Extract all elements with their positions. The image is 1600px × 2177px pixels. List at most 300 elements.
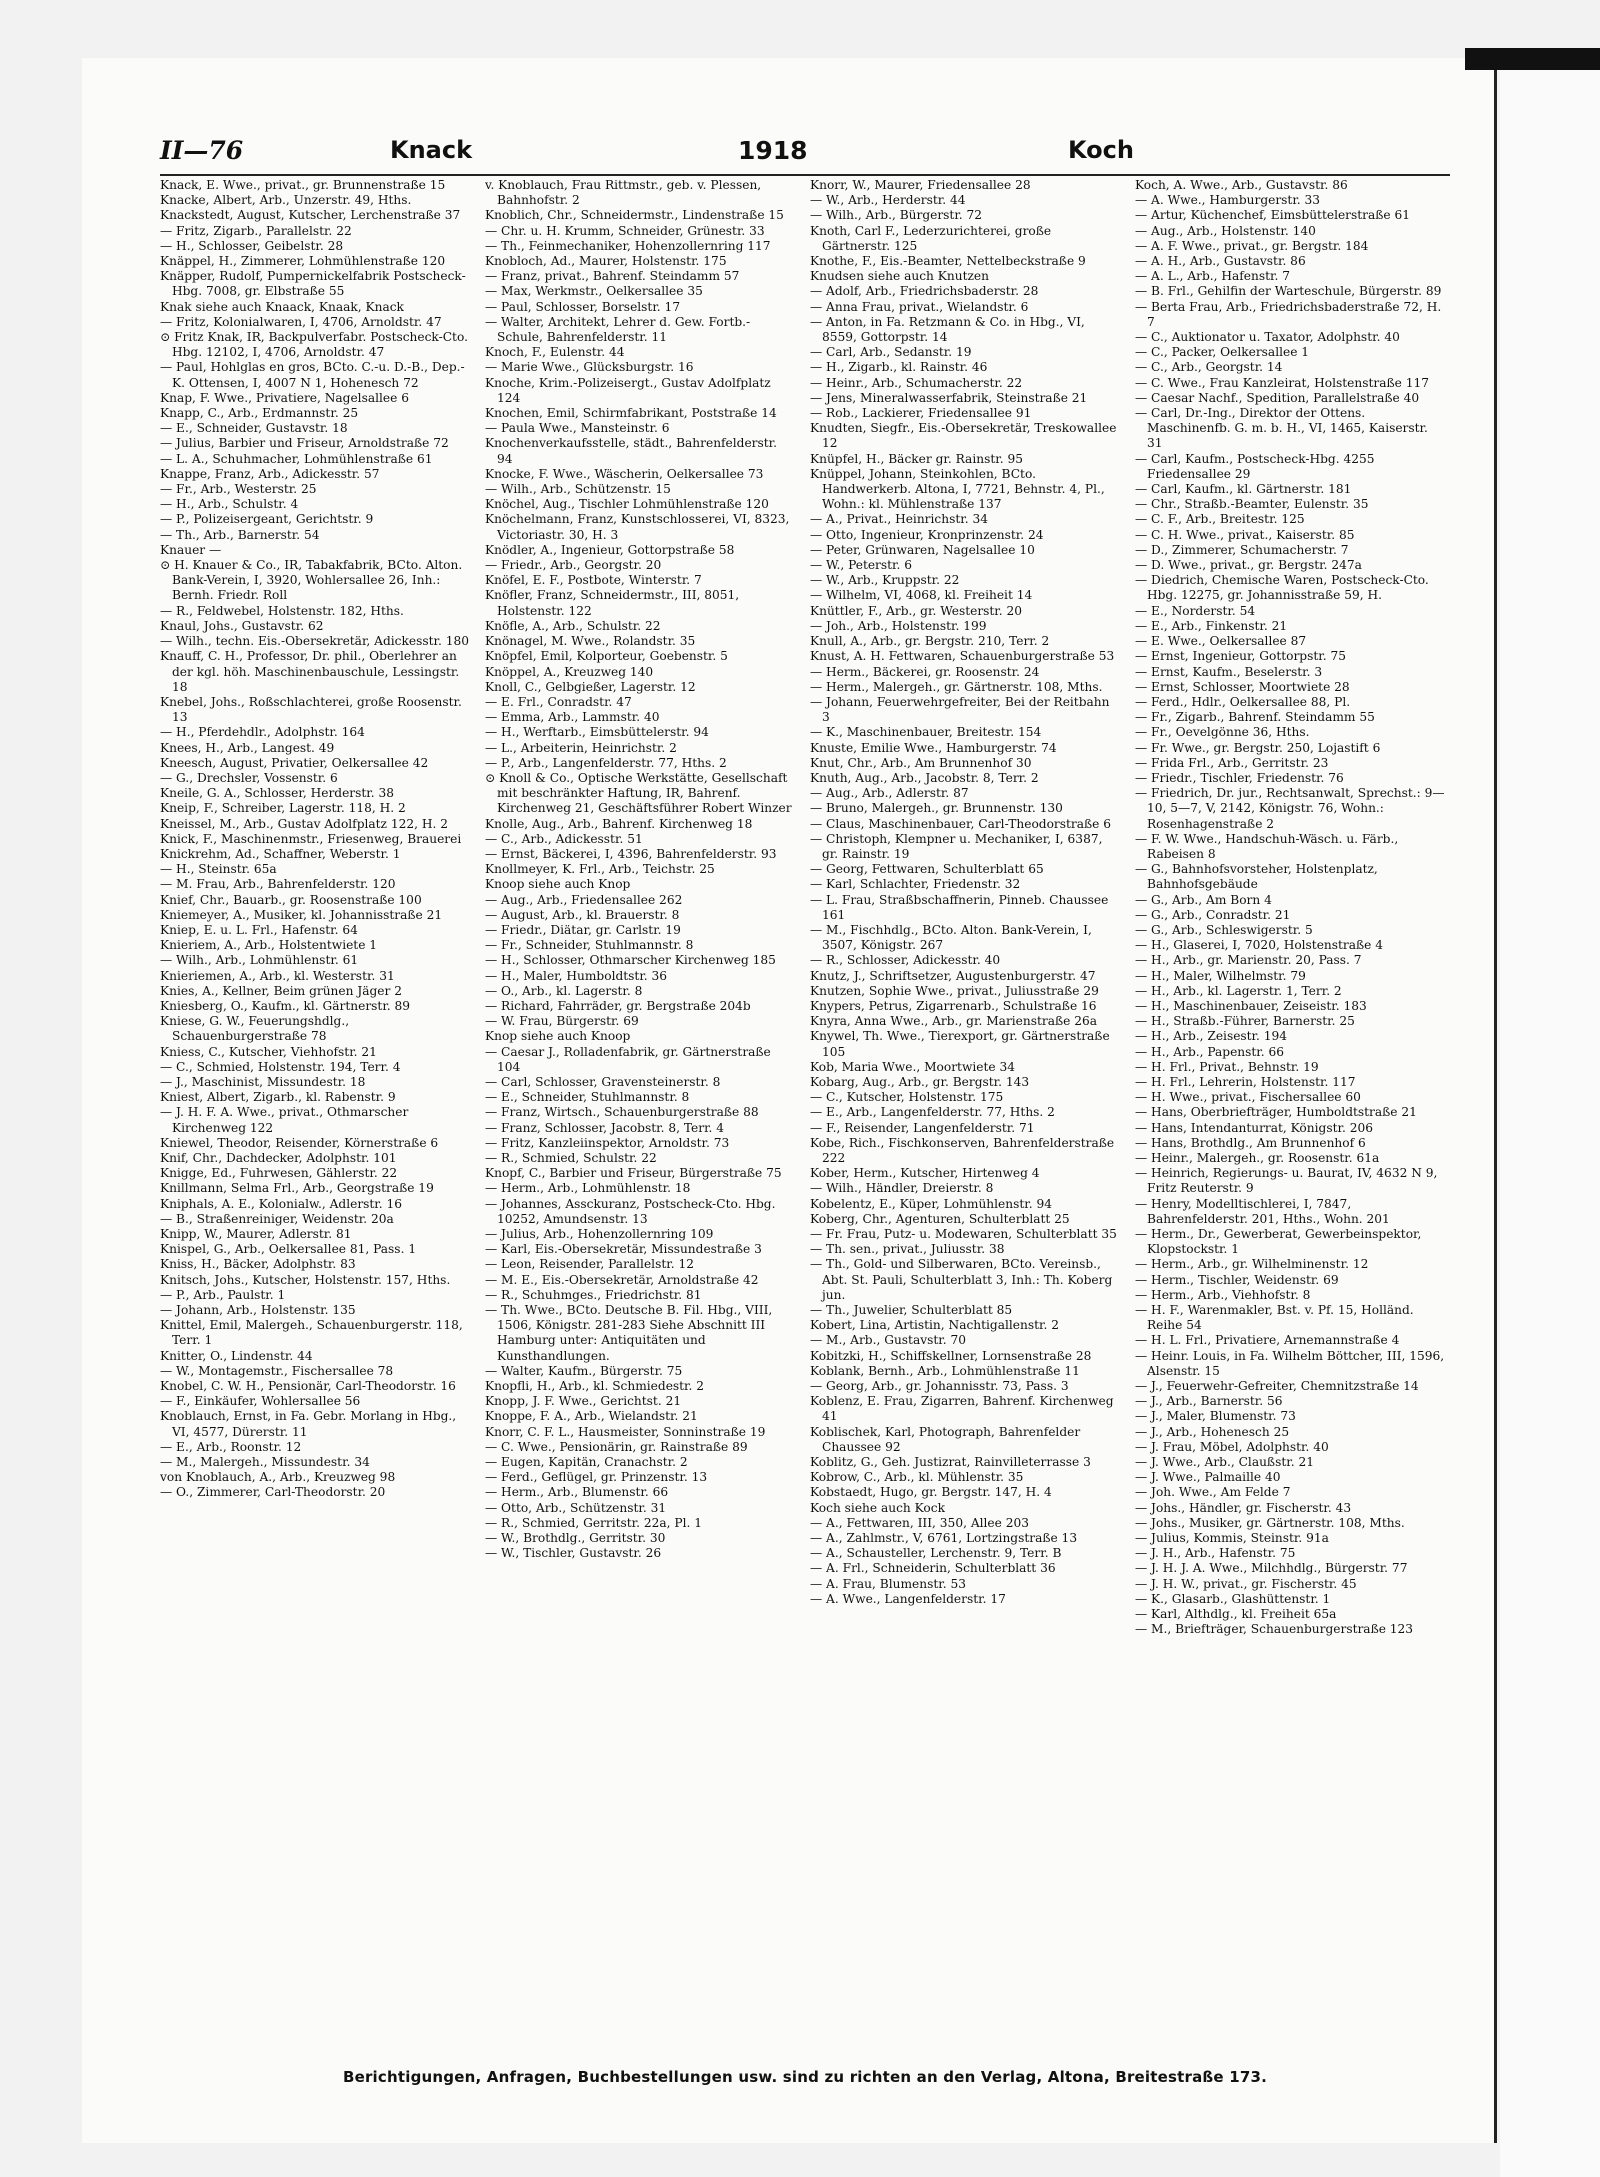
directory-entry: Knies, A., Kellner, Beim grünen Jäger 2 [160,983,402,998]
directory-entry: — Carl, Kaufm., kl. Gärtnerstr. 181 [1135,482,1352,497]
directory-entry: — Fritz, Zigarb., Parallelstr. 22 [160,223,352,238]
directory-entry: Koblank, Bernh., Arb., Lohmühlenstraße 11 [810,1363,1080,1378]
directory-entry: — Th., Feinmechaniker, Hohenzollernring 117 [485,238,771,253]
directory-entry: — Henry, Modelltischlerei, I, 7847, Bahrenfelderstr. 201, Hths., Wohn. 201 [1135,1196,1390,1226]
directory-entry: — H., Pferdehdlr., Adolphstr. 164 [160,725,365,740]
directory-entry: — H., Werftarb., Eimsbüttelerstr. 94 [485,725,709,740]
directory-entry: — Otto, Arb., Schützenstr. 31 [485,1500,667,1515]
directory-entry: — Julius, Kommis, Steinstr. 91a [1135,1531,1329,1546]
directory-entry: — H., Arb., Schulstr. 4 [160,497,299,512]
directory-entry: — Joh., Arb., Holstenstr. 199 [810,618,987,633]
directory-entry: — O., Arb., kl. Lagerstr. 8 [485,983,643,998]
directory-entry: — Karl, Eis.-Obersekretär, Missundestraße 3 [485,1242,762,1257]
directory-entry: — A., Schausteller, Lerchenstr. 9, Terr. B [810,1546,1062,1561]
directory-entry: — Anton, in Fa. Retzmann & Co. in Hbg., VI, 8559, Gottorpstr. 14 [810,314,1085,345]
directory-entry: — M. Frau, Arb., Bahrenfelderstr. 120 [160,877,396,892]
directory-entry: — Adolf, Arb., Friedrichsbaderstr. 28 [810,284,1039,299]
directory-entry: Kneip, F., Schreiber, Lagerstr. 118, H. 2 [160,801,406,816]
column-4 [1135,178,1445,2055]
directory-entry: — E., Schneider, Stuhlmannstr. 8 [485,1090,690,1105]
directory-entry: — W., Arb., Herderstr. 44 [810,193,966,208]
directory-entry: Knolle, Aug., Arb., Bahrenf. Kirchenweg 18 [485,816,753,831]
directory-entry: — Bruno, Malergeh., gr. Brunnenstr. 130 [810,801,1063,816]
directory-entry: — Fr., Arb., Westerstr. 25 [160,482,317,497]
directory-entry: — P., Arb., Langenfelderstr. 77, Hths. 2 [485,755,727,770]
directory-entry: Knüppel, Johann, Steinkohlen, BCto. Handwerkerb. Altona, I, 7721, Behnstr. 4, Pl., Wohn.: kl. Mühlenstraße 137 [810,466,1105,512]
directory-entry: Kneesch, August, Privatier, Oelkersallee 42 [160,755,429,770]
directory-entry: — C. Wwe., Pensionärin, gr. Rainstraße 89 [485,1439,748,1454]
directory-entry: Koblitz, G., Geh. Justizrat, Rainvilleterrasse 3 [810,1455,1091,1470]
directory-entry: — A., Fettwaren, III, 350, Allee 203 [810,1515,1029,1530]
directory-entry: — W. Frau, Bürgerstr. 69 [485,1014,639,1029]
directory-entry: — Johs., Musiker, gr. Gärtnerstr. 108, Mths. [1135,1515,1405,1530]
directory-entry: — C., Arb., Adickesstr. 51 [485,831,643,846]
directory-entry: — Diedrich, Chemische Waren, Postscheck-Cto. Hbg. 12275, gr. Johannisstraße 59, H. [1135,573,1429,603]
directory-entry: Knack, E. Wwe., privat., gr. Brunnenstraße 15 [160,178,446,192]
directory-entry: — Heinrich, Regierungs- u. Baurat, IV, 4632 N 9, Fritz Reuterstr. 9 [1135,1166,1438,1196]
directory-entry: — Friedr., Arb., Georgstr. 20 [485,558,662,573]
directory-entry: — Wilhelm, VI, 4068, kl. Freiheit 14 [810,588,1033,603]
directory-entry: — Ernst, Kaufm., Beselerstr. 3 [1135,664,1323,679]
directory-entry: — C., Packer, Oelkersallee 1 [1135,345,1310,360]
directory-entry: — Leon, Reisender, Parallelstr. 12 [485,1257,694,1272]
directory-entry: — Franz, Schlosser, Jacobstr. 8, Terr. 4 [485,1120,725,1135]
directory-entry: — Anna Frau, privat., Wielandstr. 6 [810,299,1029,314]
directory-entry: — Caesar Nachf., Spedition, Parallelstraße 40 [1135,390,1420,405]
directory-entry: — Georg, Fettwaren, Schulterblatt 65 [810,862,1044,877]
directory-entry: — Heinr., Arb., Schumacherstr. 22 [810,375,1023,390]
directory-entry: — E., Arb., Finkenstr. 21 [1135,618,1288,633]
directory-entry: — Fr., Oevelgönne 36, Hths. [1135,725,1310,740]
directory-entry: — Karl, Althdlg., kl. Freiheit 65a [1135,1607,1337,1622]
directory-entry: ⊙ Fritz Knak, IR, Backpulverfabr. Postscheck-Cto. Hbg. 12102, I, 4706, Arnoldstr. 47 [160,330,468,360]
directory-entry: — Johann, Arb., Holstenstr. 135 [160,1303,356,1318]
directory-entry: — Th., Juwelier, Schulterblatt 85 [810,1303,1013,1318]
directory-entry: — P., Arb., Paulstr. 1 [160,1287,286,1302]
directory-entry: — E. Wwe., Oelkersallee 87 [1135,634,1307,649]
directory-entry: Knüpfel, H., Bäcker gr. Rainstr. 95 [810,451,1023,466]
directory-entry: — Ernst, Schlosser, Moortwiete 28 [1135,679,1350,694]
directory-entry: Knuth, Aug., Arb., Jacobstr. 8, Terr. 2 [810,770,1039,785]
directory-entry: — R., Schmied, Schulstr. 22 [485,1151,657,1165]
directory-entry: — R., Schmied, Gerritstr. 22a, Pl. 1 [485,1515,703,1530]
directory-entry: — C., Kutscher, Holstenstr. 175 [810,1090,1004,1105]
directory-entry: — H., Maler, Wilhelmstr. 79 [1135,968,1306,983]
directory-entry: — G., Drechsler, Vossenstr. 6 [160,770,338,785]
directory-entry: Kober, Herm., Kutscher, Hirtenweg 4 [810,1166,1040,1181]
directory-entry: — Herm., Tischler, Weidenstr. 69 [1135,1272,1339,1287]
directory-entry: Knapp, C., Arb., Erdmannstr. 25 [160,406,359,421]
directory-entry: ⊙ Knoll & Co., Optische Werkstätte, Gesellschaft mit beschränkter Haftung, IR, Bahrenf. Kirchenweg 21, Geschäftsführer Robert Winzer [485,770,792,816]
directory-entry: — M., Malergeh., Missundestr. 34 [160,1455,370,1470]
directory-entry: Knypers, Petrus, Zigarrenarb., Schulstraße 16 [810,998,1097,1013]
directory-entry: — C. Wwe., Frau Kanzleirat, Holstenstraße 117 [1135,375,1429,390]
directory-entry: — H., Steinstr. 65a [160,862,277,877]
directory-entry: Knobel, C. W. H., Pensionär, Carl-Theodorstr. 16 [160,1379,456,1394]
directory-entry: Knipp, W., Maurer, Adlerstr. 81 [160,1227,352,1242]
directory-entry: Knocke, F. Wwe., Wäscherin, Oelkersallee 73 [485,466,764,481]
directory-entry: Knull, A., Arb., gr. Bergstr. 210, Terr. 2 [810,634,1050,649]
directory-entry: — G., Arb., Am Born 4 [1135,892,1272,907]
directory-entry: Kobert, Lina, Artistin, Nachtigallenstr. 2 [810,1318,1059,1333]
directory-entry: Knick, F., Maschinenmstr., Friesenweg, Brauerei [160,831,462,846]
directory-entry: — F. W. Wwe., Handschuh-Wäsch. u. Färb., Rabeisen 8 [1135,831,1399,861]
directory-entry: Kobitzki, H., Schiffskellner, Lornsenstraße 28 [810,1348,1092,1363]
directory-entry: Knothe, F., Eis.-Beamter, Nettelbeckstraße 9 [810,254,1086,269]
directory-entry: — J. Wwe., Arb., Claußstr. 21 [1135,1455,1314,1470]
directory-entry: — H., Schlosser, Othmarscher Kirchenweg 185 [485,953,776,968]
directory-entry: — Friedrich, Dr. jur., Rechtsanwalt, Sprechst.: 9—10, 5—7, V, 2142, Königstr. 76, Wohn.: Rosenhagenstraße 2 [1135,786,1445,831]
directory-entry: Knak siehe auch Knaack, Knaak, Knack [160,299,404,314]
directory-entry: — H. Frl., Privat., Behnstr. 19 [1135,1059,1319,1074]
directory-entry: — H., Maler, Humboldtstr. 36 [485,968,668,983]
directory-entry: — J. Wwe., Palmaille 40 [1135,1470,1281,1485]
directory-entry: Knyra, Anna Wwe., Arb., gr. Marienstraße 26a [810,1014,1097,1029]
directory-entry: Knöchel, Aug., Tischler Lohmühlenstraße 120 [485,497,769,512]
directory-entry: Knöfler, Franz, Schneidermstr., III, 8051, Holstenstr. 122 [485,588,740,618]
directory-entry: — Ferd., Geflügel, gr. Prinzenstr. 13 [485,1470,708,1485]
directory-entry: Knoche, Krim.-Polizeisergt., Gustav Adolfplatz 124 [485,375,771,405]
directory-entry: — Wilh., Arb., Lohmühlenstr. 61 [160,953,359,968]
directory-entry: — A. H., Arb., Gustavstr. 86 [1135,254,1306,269]
directory-entry: Knochen, Emil, Schirmfabrikant, Poststraße 14 [485,406,777,421]
directory-entry: Kniesberg, O., Kaufm., kl. Gärtnerstr. 89 [160,998,411,1013]
directory-entry: — W., Peterstr. 6 [810,558,913,573]
directory-entry: Koch siehe auch Kock [810,1500,945,1515]
directory-entry: — Frida Frl., Arb., Gerritstr. 23 [1135,755,1329,770]
directory-entry: Kobarg, Aug., Arb., gr. Bergstr. 143 [810,1074,1030,1089]
directory-entry: — Johs., Händler, gr. Fischerstr. 43 [1135,1500,1352,1515]
directory-entry: — Walter, Kaufm., Bürgerstr. 75 [485,1363,683,1378]
directory-entry: — M., Arb., Gustavstr. 70 [810,1333,966,1348]
directory-entry: — Chr. u. H. Krumm, Schneider, Grünestr. 33 [485,223,765,238]
directory-entry: Knopp, J. F. Wwe., Gerichtst. 21 [485,1394,682,1409]
directory-entry: — H., Straßb.-Führer, Barnerstr. 25 [1135,1014,1355,1029]
directory-entry: — Christoph, Klempner u. Mechaniker, I, 6387, gr. Rainstr. 19 [810,831,1103,861]
header-rule [160,174,1450,176]
directory-entry: Kob, Maria Wwe., Moortwiete 34 [810,1059,1015,1074]
directory-entry: Knopfli, H., Arb., kl. Schmiedestr. 2 [485,1379,705,1394]
directory-entry: — H., Arb., Zeisestr. 194 [1135,1029,1288,1044]
directory-entry: — Jens, Mineralwasserfabrik, Steinstraße 21 [810,390,1088,405]
directory-entry: Knittel, Emil, Malergeh., Schauenburgerstr. 118, Terr. 1 [160,1318,463,1348]
directory-entry: Knoppe, F. A., Arb., Wielandstr. 21 [485,1409,698,1424]
directory-entry: Knackstedt, August, Kutscher, Lerchenstraße 37 [160,208,461,223]
column-1 [160,178,470,2055]
directory-entry: — Heinr., Malergeh., gr. Roosenstr. 61a [1135,1151,1380,1165]
page-header [160,136,1450,172]
directory-entry: — J., Arb., Barnerstr. 56 [1135,1394,1283,1409]
directory-entry: Knitter, O., Lindenstr. 44 [160,1348,313,1363]
directory-entry: Kniemeyer, A., Musiker, kl. Johannisstraße 21 [160,907,443,922]
directory-entry: Knigge, Ed., Fuhrwesen, Gählerstr. 22 [160,1166,398,1181]
directory-entry: Knieriemen, A., Arb., kl. Westerstr. 31 [160,968,395,983]
directory-entry: — Julius, Barbier und Friseur, Arnoldstraße 72 [160,436,449,451]
directory-entry: — Peter, Grünwaren, Nagelsallee 10 [810,542,1035,557]
directory-entry: — H., Maschinenbauer, Zeiseistr. 183 [1135,998,1367,1013]
directory-entry: Knywel, Th. Wwe., Tierexport, gr. Gärtnerstraße 105 [810,1029,1110,1059]
directory-entry: — Berta Frau, Arb., Friedrichsbaderstraße 72, H. 7 [1135,299,1442,329]
directory-entry: — P., Polizeisergeant, Gerichtstr. 9 [160,512,374,527]
directory-entry: — Franz, Wirtsch., Schauenburgerstraße 88 [485,1105,759,1120]
directory-entry: Knoch, F., Eulenstr. 44 [485,345,625,360]
directory-entry: Kniest, Albert, Zigarb., kl. Rabenstr. 9 [160,1090,396,1105]
directory-entry: — Friedr., Tischler, Friedenstr. 76 [1135,770,1344,785]
directory-entry: — Herm., Arb., gr. Wilhelminenstr. 12 [1135,1257,1369,1272]
directory-entry: — Carl, Arb., Sedanstr. 19 [810,345,972,360]
directory-entry: — B. Frl., Gehilfin der Warteschule, Bürgerstr. 89 [1135,284,1442,299]
directory-entry: — H., Zigarb., kl. Rainstr. 46 [810,360,988,375]
directory-entry: — Fritz, Kolonialwaren, I, 4706, Arnoldstr. 47 [160,314,442,329]
directory-entry: — F., Einkäufer, Wohlersallee 56 [160,1394,361,1409]
directory-entry: — Aug., Arb., Adlerstr. 87 [810,786,969,801]
directory-entry: Knoth, Carl F., Lederzurichterei, große Gärtnerstr. 125 [810,223,1052,253]
directory-entry: Kobstaedt, Hugo, gr. Bergstr. 147, H. 4 [810,1485,1052,1500]
directory-entry: — Carl, Dr.-Ing., Direktor der Ottens. Maschinenfb. G. m. b. H., VI, 1465, Kaiserstr. 31 [1135,406,1428,451]
directory-entry: — Aug., Arb., Holstenstr. 140 [1135,223,1316,238]
directory-entry: — Joh. Wwe., Am Felde 7 [1135,1485,1291,1500]
directory-entry: — Paul, Hohlglas en gros, BCto. C.-u. D.-B., Dep.-K. Ottensen, I, 4007 N 1, Hohenesch 72 [160,360,465,390]
directory-entry: — A. Wwe., Langenfelderstr. 17 [810,1591,1006,1606]
directory-entry: — Friedr., Diätar, gr. Carlstr. 19 [485,922,681,937]
directory-entry: Kneissel, M., Arb., Gustav Adolfplatz 122, H. 2 [160,816,448,831]
directory-entry: Knappe, Franz, Arb., Adickesstr. 57 [160,466,380,481]
directory-entry: — Ferd., Hdlr., Oelkersallee 88, Pl. [1135,694,1351,709]
directory-entry: — Caesar J., Rolladenfabrik, gr. Gärtnerstraße 104 [485,1044,771,1074]
directory-entry: — Hans, Oberbriefträger, Humboldtstraße 21 [1135,1105,1417,1120]
directory-entry: — Artur, Küchenchef, Eimsbüttelerstraße 61 [1135,208,1410,223]
directory-entry: — Marie Wwe., Glücksburgstr. 16 [485,360,694,375]
directory-entry: Knöppel, A., Kreuzweg 140 [485,664,654,679]
directory-entry: Kobe, Rich., Fischkonserven, Bahrenfelderstraße 222 [810,1135,1115,1165]
directory-entry: — R., Schuhmges., Friedrichstr. 81 [485,1287,702,1302]
directory-entry: Knöfle, A., Arb., Schulstr. 22 [485,618,661,633]
directory-entry: Knobloch, Ad., Maurer, Holstenstr. 175 [485,254,727,269]
directory-entry: Knollmeyer, K. Frl., Arb., Teichstr. 25 [485,862,715,877]
directory-entry: Kniss, H., Bäcker, Adolphstr. 83 [160,1257,356,1272]
directory-entry: Knebel, Johs., Roßschlachterei, große Roosenstr. 13 [160,694,462,725]
directory-entry: Knut, Chr., Arb., Am Brunnenhof 30 [810,755,1032,770]
directory-entry: — Georg, Arb., gr. Johannisstr. 73, Pass. 3 [810,1379,1069,1394]
directory-entry: — G., Bahnhofsvorsteher, Holstenplatz, Bahnhofsgebäude [1135,862,1378,892]
page-number: II—76 [160,136,244,165]
directory-entry: — Hans, Brothdlg., Am Brunnenhof 6 [1135,1135,1366,1150]
directory-entry: — C. H. Wwe., privat., Kaiserstr. 85 [1135,527,1355,542]
directory-entry: — Herm., Malergeh., gr. Gärtnerstr. 108, Mths. [810,679,1103,694]
left-keyword: Knack [390,136,473,164]
directory-entry: Knorr, C. F. L., Hausmeister, Sonninstraße 19 [485,1424,766,1439]
directory-entry: Knopf, C., Barbier und Friseur, Bürgerstraße 75 [485,1166,782,1181]
directory-entry: Knop siehe auch Knoop [485,1029,631,1044]
directory-entry: Knutzen, Sophie Wwe., privat., Juliusstraße 29 [810,983,1099,998]
directory-entry: — A. Frau, Blumenstr. 53 [810,1576,966,1591]
directory-entry: — H., Glaserei, I, 7020, Holstenstraße 4 [1135,938,1383,953]
directory-entry: Knorr, W., Maurer, Friedensallee 28 [810,178,1031,192]
directory-entry: von Knoblauch, A., Arb., Kreuzweg 98 [160,1470,396,1485]
directory-entry: Kniess, C., Kutscher, Viehhofstr. 21 [160,1044,377,1059]
directory-entry: — Herm., Dr., Gewerberat, Gewerbeinspektor, Klopstockstr. 1 [1135,1227,1422,1257]
directory-entry: Koberg, Chr., Agenturen, Schulterblatt 25 [810,1211,1070,1226]
directory-entry: Knudten, Siegfr., Eis.-Obersekretär, Treskowallee 12 [810,421,1117,451]
directory-entry: — Wilh., Arb., Schützenstr. 15 [485,482,671,497]
directory-entry: Koblischek, Karl, Photograph, Bahrenfelder Chaussee 92 [810,1424,1081,1454]
directory-entry: — H., Schlosser, Geibelstr. 28 [160,238,344,253]
directory-entry: — Paula Wwe., Mansteinstr. 6 [485,421,670,436]
directory-entry: — W., Montagemstr., Fischersallee 78 [160,1363,394,1378]
directory-entry: — M. E., Eis.-Obersekretär, Arnoldstraße 42 [485,1272,759,1287]
directory-entry: Kniep, E. u. L. Frl., Hafenstr. 64 [160,922,358,937]
directory-entry: Knauer — [160,542,222,557]
directory-entry: — G., Arb., Schleswigerstr. 5 [1135,922,1313,937]
directory-entry: — Rob., Lackierer, Friedensallee 91 [810,406,1032,421]
directory-entry: — D. Wwe., privat., gr. Bergstr. 247a [1135,558,1362,573]
directory-entry: Kobelentz, E., Küper, Lohmühlenstr. 94 [810,1196,1052,1211]
directory-entry: — W., Tischler, Gustavstr. 26 [485,1546,662,1561]
directory-entry: — E., Norderstr. 54 [1135,603,1256,618]
directory-entry: — Th. sen., privat., Juliusstr. 38 [810,1242,1005,1257]
directory-entry: — Walter, Architekt, Lehrer d. Gew. Fortb.-Schule, Bahrenfelderstr. 11 [485,314,751,345]
directory-entry: — A. F. Wwe., privat., gr. Bergstr. 184 [1135,238,1369,253]
directory-entry: — Eugen, Kapitän, Cranachstr. 2 [485,1455,688,1470]
directory-entry: — H. L. Frl., Privatiere, Arnemannstraße 4 [1135,1333,1400,1348]
directory-entry: Kniese, G. W., Feuerungshdlg., Schauenburgerstraße 78 [160,1014,350,1044]
directory-entry: — Fr., Schneider, Stuhlmannstr. 8 [485,938,694,953]
directory-entry: Knöfel, E. F., Postbote, Winterstr. 7 [485,573,702,588]
directory-entry: Knust, A. H. Fettwaren, Schauenburgerstraße 53 [810,649,1115,664]
directory-entry: — J. H., Arb., Hafenstr. 75 [1135,1546,1296,1561]
directory-entry: Knäpper, Rudolf, Pumpernickelfabrik Postscheck-Hbg. 7008, gr. Elbstraße 55 [160,269,466,299]
directory-entry: Koch, A. Wwe., Arb., Gustavstr. 86 [1135,178,1348,192]
directory-entry: — Emma, Arb., Lammstr. 40 [485,710,660,725]
directory-entry: — Herm., Bäckerei, gr. Roosenstr. 24 [810,664,1040,679]
directory-entry: — Fr., Zigarb., Bahrenf. Steindamm 55 [1135,710,1375,725]
directory-entry: — Aug., Arb., Friedensallee 262 [485,892,683,907]
directory-entry: — J. H. W., privat., gr. Fischerstr. 45 [1135,1576,1357,1591]
directory-entry: — Th. Wwe., BCto. Deutsche B. Fil. Hbg., VIII, 1506, Königstr. 281-283 Siehe Abschnitt III Hamburg unter: Antiquitäten und Kunsthandlungen. [485,1303,773,1363]
directory-entry: Knoll, C., Gelbgießer, Lagerstr. 12 [485,679,696,694]
directory-entry: — Wilh., Händler, Dreierstr. 8 [810,1181,994,1196]
directory-entry: Knap, F. Wwe., Privatiere, Nagelsallee 6 [160,390,409,405]
directory-entry: — Th., Arb., Barnerstr. 54 [160,527,320,542]
directory-entry: Knieriem, A., Arb., Holstentwiete 1 [160,938,378,953]
directory-entry: Knillmann, Selma Frl., Arb., Georgstraße 19 [160,1181,434,1196]
directory-entry: — Paul, Schlosser, Borselstr. 17 [485,299,681,314]
directory-entry: — C., Auktionator u. Taxator, Adolphstr. 40 [1135,330,1400,345]
directory-entry: — F., Reisender, Langenfelderstr. 71 [810,1120,1035,1135]
scan-edge-mark [1465,48,1600,70]
directory-entry: — Karl, Schlachter, Friedenstr. 32 [810,877,1021,892]
directory-entry: Knauff, C. H., Professor, Dr. phil., Oberlehrer an der kgl. höh. Maschinenbauschule, Lessingstr. 18 [160,649,460,694]
directory-entry: — Fr. Frau, Putz- u. Modewaren, Schulterblatt 35 [810,1227,1117,1242]
directory-entry: Kneile, G. A., Schlosser, Herderstr. 38 [160,786,395,801]
directory-entry: — Ernst, Bäckerei, I, 4396, Bahrenfelderstr. 93 [485,846,777,861]
directory-entry: — Chr., Straßb.-Beamter, Eulenstr. 35 [1135,497,1369,512]
directory-entry: — W., Brothdlg., Gerritstr. 30 [485,1531,666,1546]
directory-entry: Knief, Chr., Bauarb., gr. Roosenstraße 100 [160,892,422,907]
directory-entry: Knudsen siehe auch Knutzen [810,269,989,284]
directory-entry: — R., Feldwebel, Holstenstr. 182, Hths. [160,603,404,618]
directory-entry: — L. A., Schuhmacher, Lohmühlenstraße 61 [160,451,433,466]
directory-entry: — August, Arb., kl. Brauerstr. 8 [485,907,680,922]
directory-entry: Knöpfel, Emil, Kolporteur, Goebenstr. 5 [485,649,728,664]
directory-entry: — A., Privat., Heinrichstr. 34 [810,512,988,527]
directory-entry: — Heinr. Louis, in Fa. Wilhelm Böttcher, III, 1596, Alsenstr. 15 [1135,1348,1445,1378]
directory-entry: — C., Arb., Georgstr. 14 [1135,360,1283,375]
directory-entry: — Wilh., Arb., Bürgerstr. 72 [810,208,983,223]
directory-entry: — B., Straßenreiniger, Weidenstr. 20a [160,1211,394,1226]
directory-entry: Knif, Chr., Dachdecker, Adolphstr. 101 [160,1151,397,1165]
directory-entry: Knacke, Albert, Arb., Unzerstr. 49, Hths. [160,193,412,208]
directory-entry: Knäppel, H., Zimmerer, Lohmühlenstraße 120 [160,254,446,269]
directory-entry: — H. Wwe., privat., Fischersallee 60 [1135,1090,1361,1105]
directory-entry: Knöchelmann, Franz, Kunstschlosserei, VI, 8323, Victoriastr. 30, H. 3 [485,512,790,542]
directory-entry: Knödler, A., Ingenieur, Gottorpstraße 58 [485,542,735,557]
directory-entry: — H. F., Warenmakler, Bst. v. Pf. 15, Holländ. Reihe 54 [1135,1303,1414,1333]
page-margin [1500,60,1600,2177]
footer-note: Berichtigungen, Anfragen, Buchbestellungen usw. sind zu richten an den Verlag, Altona, Breitestraße 173. [342,2068,1268,2086]
directory-entry: — M., Briefträger, Schauenburgerstraße 123 [1135,1622,1414,1637]
directory-entry: — H., Arb., gr. Marienstr. 20, Pass. 7 [1135,953,1362,968]
directory-entry: — H., Arb., Papenstr. 66 [1135,1044,1285,1059]
directory-entry: Knoop siehe auch Knop [485,877,631,892]
directory-entry: v. Knoblauch, Frau Rittmstr., geb. v. Plessen, Bahnhofstr. 2 [485,178,762,208]
directory-entry: — R., Schlosser, Adickesstr. 40 [810,953,1001,968]
directory-entry: — H., Arb., kl. Lagerstr. 1, Terr. 2 [1135,983,1342,998]
directory-entry: — L. Frau, Straßbschaffnerin, Pinneb. Chaussee 161 [810,892,1109,922]
directory-entry: — Fr. Wwe., gr. Bergstr. 250, Lojastift 6 [1135,740,1381,755]
year: 1918 [738,136,808,165]
directory-entry: — Richard, Fahrräder, gr. Bergstraße 204b [485,998,751,1013]
directory-entry: — A. Wwe., Hamburgerstr. 33 [1135,193,1321,208]
directory-entry: Knoblauch, Ernst, in Fa. Gebr. Morlang in Hbg., VI, 4577, Dürerstr. 11 [160,1409,457,1439]
directory-entry: — K., Glasarb., Glashüttenstr. 1 [1135,1591,1331,1606]
directory-entry: — W., Arb., Kruppstr. 22 [810,573,960,588]
directory-entry: Kniewel, Theodor, Reisender, Körnerstraße 6 [160,1135,439,1150]
directory-entry: Kniphals, A. E., Kolonialw., Adlerstr. 16 [160,1196,403,1211]
directory-entry: — K., Maschinenbauer, Breitestr. 154 [810,725,1042,740]
directory-entry: — Wilh., techn. Eis.-Obersekretär, Adickesstr. 180 [160,634,470,649]
directory-entry: — C., Schmied, Holstenstr. 194, Terr. 4 [160,1059,401,1074]
directory-entry: — E., Arb., Roonstr. 12 [160,1439,302,1454]
directory-entry: — D., Zimmerer, Schumacherstr. 7 [1135,542,1349,557]
directory-entry: — Herm., Arb., Blumenstr. 66 [485,1485,669,1500]
directory-entry: Koblenz, E. Frau, Zigarren, Bahrenf. Kirchenweg 41 [810,1394,1114,1424]
directory-entry: ⊙ H. Knauer & Co., IR, Tabakfabrik, BCto. Alton. Bank-Verein, I, 3920, Wohlersallee 26, Inh.: Bernh. Friedr. Roll [160,558,463,603]
directory-entry: Knochenverkaufsstelle, städt., Bahrenfelderstr. 94 [485,436,778,466]
directory-entry: — E. Frl., Conradstr. 47 [485,694,632,709]
directory-entry: Knüttler, F., Arb., gr. Westerstr. 20 [810,603,1023,618]
directory-entry: — A., Zahlmstr., V, 6761, Lortzingstraße 13 [810,1531,1078,1546]
directory-entry: Knönagel, M. Wwe., Rolandstr. 35 [485,634,696,649]
directory-entry: — Ernst, Ingenieur, Gottorpstr. 75 [1135,649,1346,664]
directory-columns [160,178,1450,2055]
directory-entry: — H. Frl., Lehrerin, Holstenstr. 117 [1135,1074,1356,1089]
directory-entry: — Johann, Feuerwehrgefreiter, Bei der Reitbahn 3 [810,694,1110,725]
directory-entry: — J., Maler, Blumenstr. 73 [1135,1409,1296,1424]
directory-entry: — J., Maschinist, Missundestr. 18 [160,1074,366,1089]
directory-entry: Knitsch, Johs., Kutscher, Holstenstr. 157, Hths. [160,1272,451,1287]
directory-entry: Knees, H., Arb., Langest. 49 [160,740,335,755]
directory-entry: — Herm., Arb., Lohmühlenstr. 18 [485,1181,691,1196]
right-keyword: Koch [1068,136,1134,164]
directory-entry: Knickrehm, Ad., Schaffner, Weberstr. 1 [160,846,401,861]
directory-entry: — J., Arb., Hohenesch 25 [1135,1424,1290,1439]
directory-entry: Knoblich, Chr., Schneidermstr., Lindenstraße 15 [485,208,784,223]
directory-entry: — J. H. J. A. Wwe., Milchhdlg., Bürgerstr. 77 [1135,1561,1408,1576]
directory-entry: — M., Fischhdlg., BCto. Alton. Bank-Verein, I, 3507, Königstr. 267 [810,922,1092,953]
directory-entry: — Carl, Schlosser, Gravensteinerstr. 8 [485,1074,721,1089]
directory-entry: — G., Arb., Conradstr. 21 [1135,907,1291,922]
